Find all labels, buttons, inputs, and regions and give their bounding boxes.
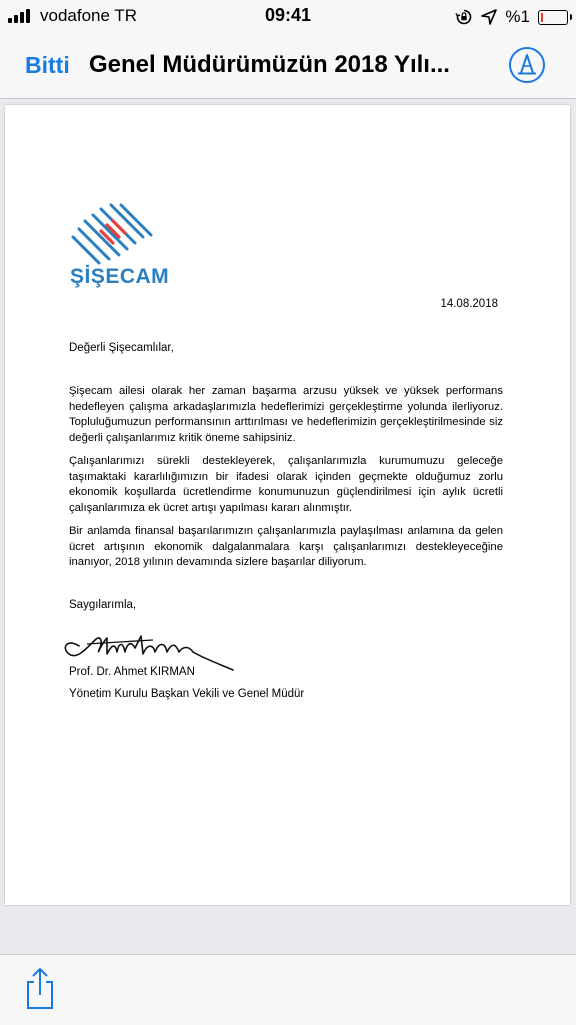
brand-wordmark: ŞİŞECAM — [70, 265, 170, 288]
navigation-bar — [0, 34, 576, 99]
done-button[interactable]: Bitti — [25, 52, 70, 78]
document-title: Genel Müdürümüzün 2018 Yılı... — [89, 51, 450, 78]
letter-date: 14.08.2018 — [440, 298, 498, 310]
battery-icon — [538, 10, 568, 25]
document-page — [5, 105, 570, 905]
battery-percentage: %1 — [505, 7, 530, 26]
document-viewer[interactable] — [0, 99, 576, 954]
letter-paragraph: Bir anlamda finansal başarılarımızın çalışanlarımızla paylaşılması anlamına da gelen ücret artışının ekonomik dalgalanmalara karşı çalışanlarımızı destekleyeceğine inanıyor, 2018 yılının devamında sizlere başarılar diliyorum. — [69, 525, 503, 569]
signer-title: Yönetim Kurulu Başkan Vekili ve Genel Müdür — [69, 688, 305, 700]
letter-closing: Saygılarımla, — [69, 599, 137, 611]
share-icon[interactable] — [23, 965, 57, 1011]
letter-salutation: Değerli Şişecamlılar, — [69, 342, 174, 354]
bottom-toolbar — [0, 954, 576, 1025]
location-icon — [481, 9, 497, 25]
status-bar — [0, 0, 576, 34]
carrier-name: vodafone TR — [40, 6, 138, 25]
signer-name: Prof. Dr. Ahmet KIRMAN — [69, 666, 195, 678]
status-time: 09:41 — [264, 5, 312, 25]
letter-paragraph: Şişecam ailesi olarak her zaman başarma arzusu yüksek ve yüksek performans hedefleyen çalışma arkadaşlarımızla hedeflerimizi gerçekleştirme yolunda ilerliyoruz. Topluluğumuzun performansının arttırılması ve hedeflerimizin gerçekleştirilmesinde siz değerli çalışanlarımız kritik öneme sahipsiniz. — [69, 385, 503, 444]
letter-paragraph: Çalışanlarımızı sürekli destekleyerek, çalışanlarımızla kurumumuzu geleceğe taşımaktaki kararlılığımızın bir ifadesi olarak içinden geçmekte olduğumuz zorlu ekonomik koşullarda ücretlendirme konumunuzun güçlendirilmesi için aylık ücretli çalışanlarımıza ek ücret artışı yapılması kararı alınmıştır. — [69, 455, 503, 514]
sisecam-logo-icon — [67, 203, 157, 265]
markup-pen-icon[interactable] — [508, 46, 546, 84]
orientation-lock-icon — [455, 8, 473, 26]
